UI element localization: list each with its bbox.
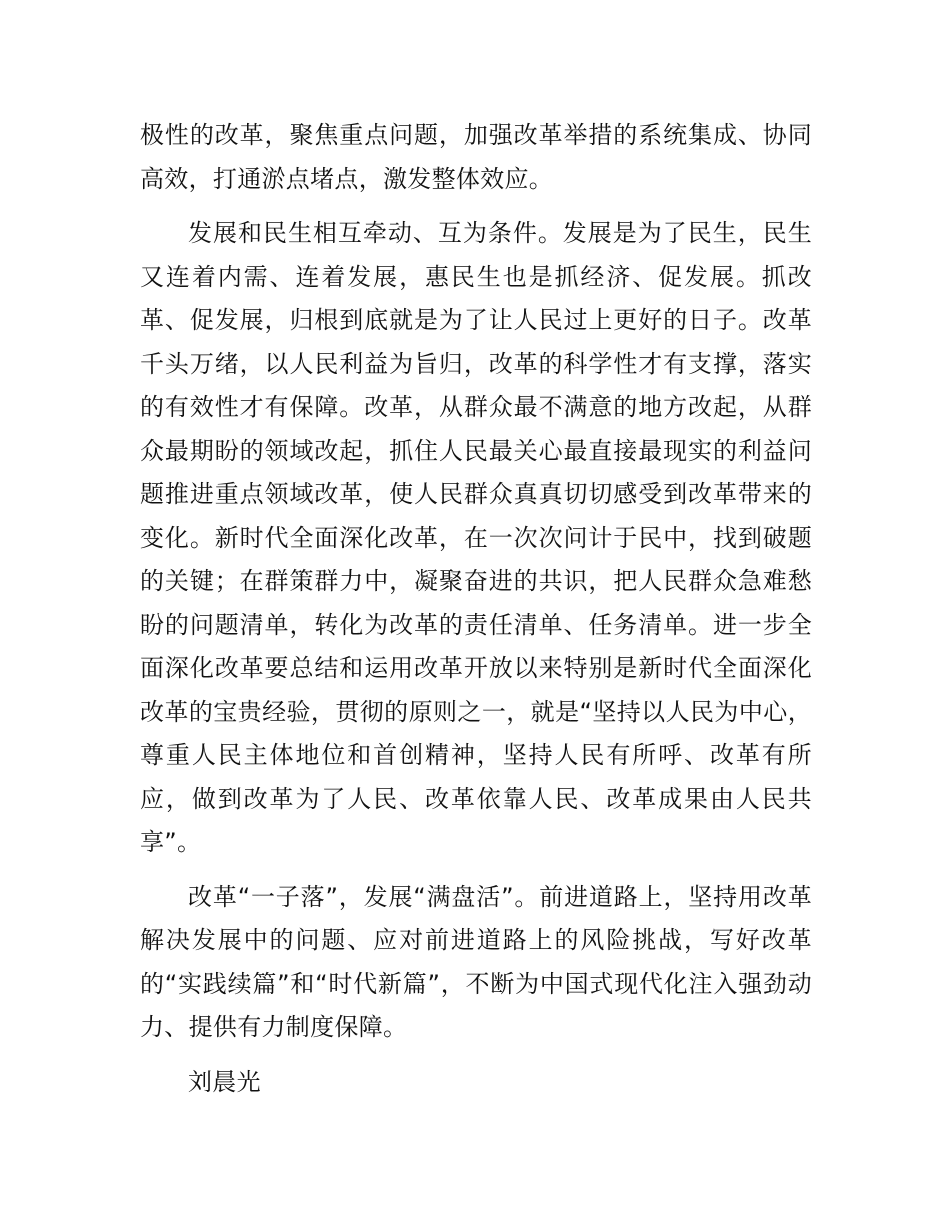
paragraph-development-livelihood: 发展和民生相互牵动、互为条件。发展是为了民生，民生又连着内需、连着发展，惠民生也是抓经济、促发展。抓改革、促发展，归根到底就是为了让人民过上更好的日子。改革千头万绪，以人民利益为旨归，改革的科学性才有支撑，落实的有效性才有保障。改革，从群众最不满意的地方改起，从群众最期盼的领域改起，抓住人民最关心最直接最现实的利益问题推进重点领域改革，使人民群众真真切切感受到改革带来的变化。新时代全面深化改革，在一次次问计于民中，找到破题的关键；在群策群力中，凝聚奋进的共识，把人民群众急难愁盼的问题清单，转化为改革的责任清单、任务清单。进一步全面深化改革要总结和运用改革开放以来特别是新时代全面深化改革的宝贵经验，贯彻的原则之一，就是“坚持以人民为中心，尊重人民主体地位和首创精神，坚持人民有所呼、改革有所应，做到改革为了人民、改革依靠人民、改革成果由人民共享”。	[140, 219, 812, 856]
paragraph-conclusion: 改革“一子落”，发展“满盘活”。前进道路上，坚持用改革解决发展中的问题、应对前进道路上的风险挑战，写好改革的“实践续篇”和“时代新篇”，不断为中国式现代化注入强劲动力、提供有力制度保障。	[140, 882, 812, 1041]
document-page	[140, 114, 812, 1115]
author-signature: 刘晨光	[188, 1067, 261, 1096]
paragraph-continued: 极性的改革，聚焦重点问题，加强改革举措的系统集成、协同高效，打通淤点堵点，激发整体效应。	[140, 121, 812, 193]
